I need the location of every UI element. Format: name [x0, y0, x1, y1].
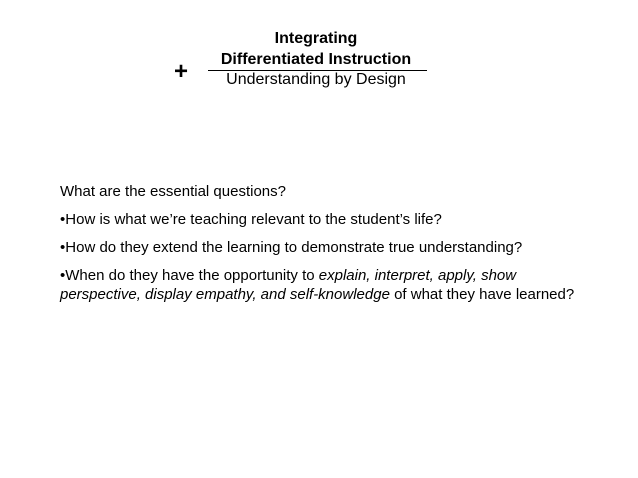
bullet-text-prefix: When do they have the opportunity to: [65, 267, 319, 284]
bullet-text-suffix: of what they have learned?: [389, 286, 575, 303]
plus-sign: +: [173, 58, 188, 85]
bullet-item: [60, 210, 580, 229]
bullet-item: [60, 238, 580, 257]
bullet-text: How do they extend the learning to demonstrate true understanding?: [65, 239, 523, 256]
bullet-marker: •: [60, 211, 66, 228]
title-line-understanding-by-design: Understanding by Design: [226, 71, 406, 88]
slide-body: [60, 182, 580, 313]
bullet-marker: •: [60, 239, 66, 256]
title-line-integrating: Integrating: [274, 30, 358, 47]
slide-title: [0, 0, 638, 110]
bullet-text: How is what we’re teaching relevant to the student’s life?: [65, 211, 442, 228]
bullet-marker: •: [60, 267, 66, 284]
essential-questions-heading: What are the essential questions?: [60, 183, 286, 200]
title-line-differentiated-instruction: Differentiated Instruction: [220, 51, 412, 68]
bullet-text-italic: explain, interpret, apply, show perspective, display empathy, and self-knowledge: [60, 267, 517, 303]
bullet-item: [60, 266, 580, 304]
